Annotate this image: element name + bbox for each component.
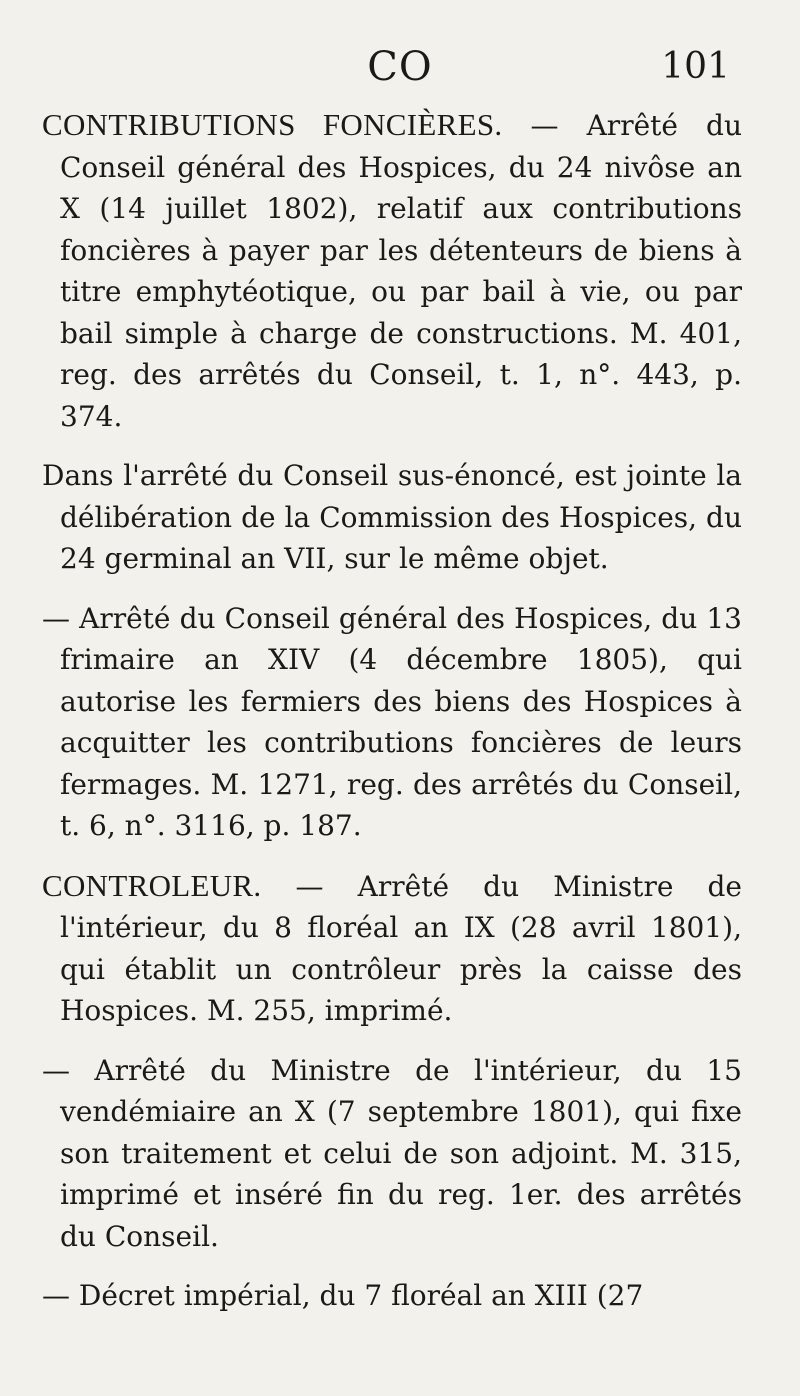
entry-text: — Arrêté du Ministre de l'intérieur, du 15 vendémiaire an X (7 septembre 1801), qui fixe son traitement et celui de son adjoint. M. 315, imprimé et inséré fin du reg. 1er. des arrêtés du Conseil. [42,1053,742,1253]
entry-arrete-frimaire [42,598,742,847]
running-head [0,44,800,104]
entry-text: — Arrêté du Ministre de l'intérieur, du 8 floréal an IX (28 avril 1801), qui établit un contrôleur près la caisse des Hospices. M. 255, imprimé. [60,869,742,1027]
entry-contributions-foncieres [42,104,742,437]
entry-deliberation-note [42,455,742,580]
entry-heading: CONTROLEUR. [42,867,262,903]
entry-text: — Décret impérial, du 7 floréal an XIII (27 [42,1279,644,1312]
entry-decret-imperial [42,1275,742,1317]
section-heading: CO [367,44,433,90]
entry-text: Dans l'arrêté du Conseil sus-énoncé, est jointe la délibération de la Commission des Hospices, du 24 germinal an VII, sur le même objet. [42,459,742,575]
entry-heading: CONTRIBUTIONS FONCIÈRES. [42,107,503,142]
page-number: 101 [661,46,730,87]
entry-arrete-vendemiaire [42,1050,742,1258]
entry-text: — Arrêté du Conseil général des Hospices, du 24 nivôse an X (14 juillet 1802), relatif aux contributions foncières à payer par les détenteurs de biens à titre emphytéotique, ou par bail à vie, ou par bail simple à charge de constructions. M. 401, reg. des arrêtés du Conseil, t. 1, n°. 443, p. 374. [60,109,743,433]
document-body [42,104,742,1317]
entry-controleur [42,865,742,1032]
entry-text: — Arrêté du Conseil général des Hospices, du 13 frimaire an XIV (4 décembre 1805), qui autorise les fermiers des biens des Hospices à acquitter les contributions foncières de leurs fermages. M. 1271, reg. des arrêtés du Conseil, t. 6, n°. 3116, p. 187. [42,601,742,842]
